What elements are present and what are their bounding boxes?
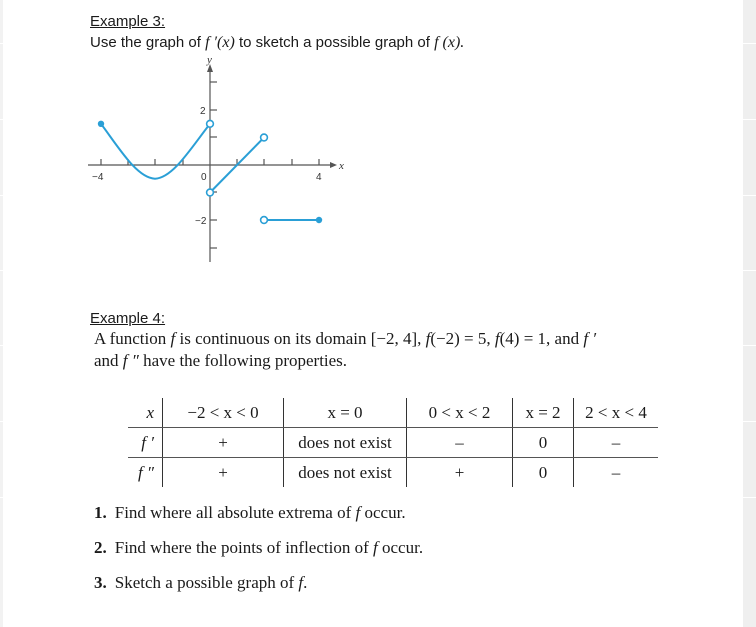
table-cell: + — [407, 458, 513, 488]
axes — [88, 70, 330, 262]
f-prime-graph — [0, 0, 756, 300]
table-header-cell: x = 2 — [513, 398, 574, 428]
open-endpoint-icon — [207, 120, 214, 127]
closed-endpoint-icon — [316, 217, 322, 223]
table-header-cell: x = 0 — [284, 398, 407, 428]
table-header-cell: 2 < x < 4 — [574, 398, 659, 428]
table-header-cell: 0 < x < 2 — [407, 398, 513, 428]
table-row — [128, 428, 658, 458]
x-tick-label-neg4: −4 — [92, 172, 104, 183]
table-cell: 0 — [513, 428, 574, 458]
open-endpoint-icon — [207, 189, 214, 196]
y-axis-label: y — [207, 54, 212, 66]
table-cell: 0 — [513, 458, 574, 488]
x-tick-label-4: 4 — [316, 172, 322, 183]
x-axis-arrow-icon — [330, 162, 337, 168]
table-header-cell: x — [128, 398, 163, 428]
closed-endpoint-icon — [98, 121, 104, 127]
properties-table — [128, 398, 658, 487]
y-tick-label-neg2: −2 — [195, 216, 207, 227]
table-header-row — [128, 398, 658, 428]
question-2: 2. Find where the points of inflection of f occur. — [94, 538, 424, 557]
open-endpoint-icon — [261, 134, 268, 141]
row-label-f-prime: f ′ — [128, 428, 163, 458]
parabola-piece — [101, 124, 210, 179]
y-tick-label-2: 2 — [200, 106, 206, 117]
prompt-text: Use the graph of — [90, 34, 206, 51]
example-4-statement — [94, 328, 714, 372]
table-cell: does not exist — [284, 458, 407, 488]
example-4-title: Example 4: — [90, 310, 166, 327]
statement-line-2: and f ″ have the following properties. — [94, 351, 348, 370]
prompt-text: to sketch a possible graph of — [234, 34, 435, 51]
table-cell: + — [163, 458, 284, 488]
table-row — [128, 458, 658, 488]
f-prime-expression: f ′(x) — [205, 34, 235, 51]
x-tick-label-0: 0 — [201, 172, 207, 183]
statement-line-1: A function f is continuous on its domain [−2, 4], f(−2) = 5, f(4) = 1, and f ′ — [94, 329, 597, 348]
table-cell: – — [574, 428, 659, 458]
row-label-f-double-prime: f ″ — [137, 462, 154, 482]
f-expression: f (x). — [434, 34, 465, 51]
x-axis-label: x — [339, 160, 344, 172]
table-cell: does not exist — [284, 428, 407, 458]
example-3-title: Example 3: — [90, 13, 166, 30]
open-endpoint-icon — [261, 217, 268, 224]
table-header-cell: −2 < x < 0 — [163, 398, 284, 428]
table-cell: – — [407, 428, 513, 458]
question-list — [94, 500, 423, 605]
question-1: 1. Find where all absolute extrema of f occur. — [94, 503, 406, 522]
question-3: 3. Sketch a possible graph of f. — [94, 573, 308, 592]
table-cell: – — [574, 458, 659, 488]
table-cell: + — [163, 428, 284, 458]
